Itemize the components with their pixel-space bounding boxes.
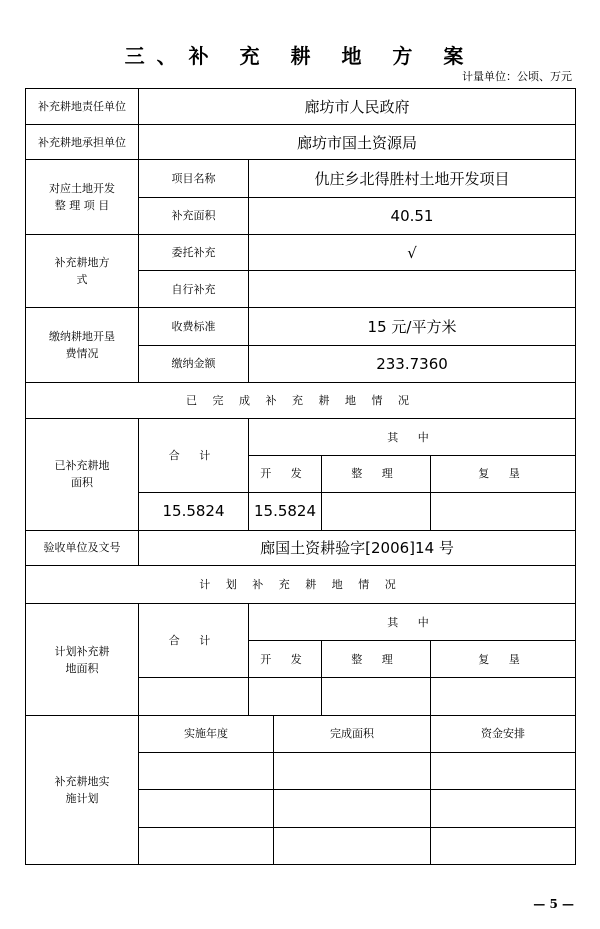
completed-reclaim-value xyxy=(431,492,576,530)
table-row xyxy=(26,530,576,565)
project-name-label: 项目名称 xyxy=(139,160,249,197)
planned-total-label: 合 计 xyxy=(139,604,249,677)
acceptance-label: 验收单位及文号 xyxy=(26,530,139,565)
entrust-value: √ xyxy=(249,234,576,270)
table-row xyxy=(26,160,576,197)
page-title: 三、补 充 耕 地 方 案 xyxy=(124,44,476,68)
plan-fund-cell xyxy=(431,790,576,827)
supplement-area-value: 40.51 xyxy=(249,197,576,234)
planned-among-label: 其 中 xyxy=(249,604,576,641)
completed-arrange-value xyxy=(322,492,431,530)
table-row xyxy=(26,234,576,270)
planned-arrange-value xyxy=(322,677,431,715)
plan-fund-cell xyxy=(431,827,576,864)
undertaking-unit-value: 廊坊市国土资源局 xyxy=(139,125,576,160)
completed-reclaim-label: 复 垦 xyxy=(431,456,576,492)
fee-standard-label: 收费标准 xyxy=(139,308,249,345)
entrust-label: 委托补充 xyxy=(139,234,249,270)
completed-dev-label: 开 发 xyxy=(249,456,322,492)
plan-year-cell xyxy=(139,753,274,790)
col-fund-header: 资金安排 xyxy=(431,715,576,752)
fee-amount-label: 缴纳金额 xyxy=(139,345,249,382)
table-row xyxy=(26,604,576,641)
table-row xyxy=(26,125,576,160)
plan-year-cell xyxy=(139,790,274,827)
planned-dev-label: 开 发 xyxy=(249,641,322,677)
table-row xyxy=(26,89,576,125)
table-row xyxy=(26,715,576,752)
responsible-unit-value: 廊坊市人民政府 xyxy=(139,89,576,125)
completed-area-label: 已补充耕地面积 xyxy=(26,419,139,531)
completed-section-title: 已 完 成 补 充 耕 地 情 况 xyxy=(26,382,576,418)
fee-amount-value: 233.7360 xyxy=(249,345,576,382)
self-supplement-label: 自行补充 xyxy=(139,271,249,308)
table-row xyxy=(26,419,576,456)
plan-year-cell xyxy=(139,827,274,864)
responsible-unit-label: 补充耕地责任单位 xyxy=(26,89,139,125)
plan-area-cell xyxy=(274,790,431,827)
unit-note: 计量单位：公顷、万元 xyxy=(462,70,572,83)
completed-total-value: 15.5824 xyxy=(139,492,249,530)
completed-arrange-label: 整 理 xyxy=(322,456,431,492)
page-number: — 5 — xyxy=(533,897,574,911)
supplementary-farmland-table xyxy=(25,88,576,865)
plan-area-cell xyxy=(274,753,431,790)
planned-dev-value xyxy=(249,677,322,715)
planned-reclaim-label: 复 垦 xyxy=(431,641,576,677)
planned-section-title: 计 划 补 充 耕 地 情 况 xyxy=(26,565,576,603)
table-row xyxy=(26,382,576,418)
col-year-header: 实施年度 xyxy=(139,715,274,752)
plan-area-cell xyxy=(274,827,431,864)
completed-dev-value: 15.5824 xyxy=(249,492,322,530)
completed-among-label: 其 中 xyxy=(249,419,576,456)
table-row xyxy=(26,308,576,345)
self-supplement-value xyxy=(249,271,576,308)
planned-reclaim-value xyxy=(431,677,576,715)
planned-arrange-label: 整 理 xyxy=(322,641,431,677)
undertaking-unit-label: 补充耕地承担单位 xyxy=(26,125,139,160)
project-group-label: 对应土地开发整 理 项 目 xyxy=(26,160,139,234)
planned-total-value xyxy=(139,677,249,715)
method-group-label: 补充耕地方 式 xyxy=(26,234,139,307)
supplement-area-label: 补充面积 xyxy=(139,197,249,234)
col-area-header: 完成面积 xyxy=(274,715,431,752)
fee-standard-value: 15 元/平方米 xyxy=(249,308,576,345)
implementation-label: 补充耕地实施计划 xyxy=(26,715,139,864)
project-name-value: 仇庄乡北得胜村土地开发项目 xyxy=(249,160,576,197)
fee-group-label: 缴纳耕地开垦费情况 xyxy=(26,308,139,382)
plan-fund-cell xyxy=(431,753,576,790)
planned-area-label: 计划补充耕地面积 xyxy=(26,604,139,716)
table-row xyxy=(26,565,576,603)
completed-total-label: 合 计 xyxy=(139,419,249,492)
acceptance-value: 廊国土资耕验字[2006]14 号 xyxy=(139,530,576,565)
